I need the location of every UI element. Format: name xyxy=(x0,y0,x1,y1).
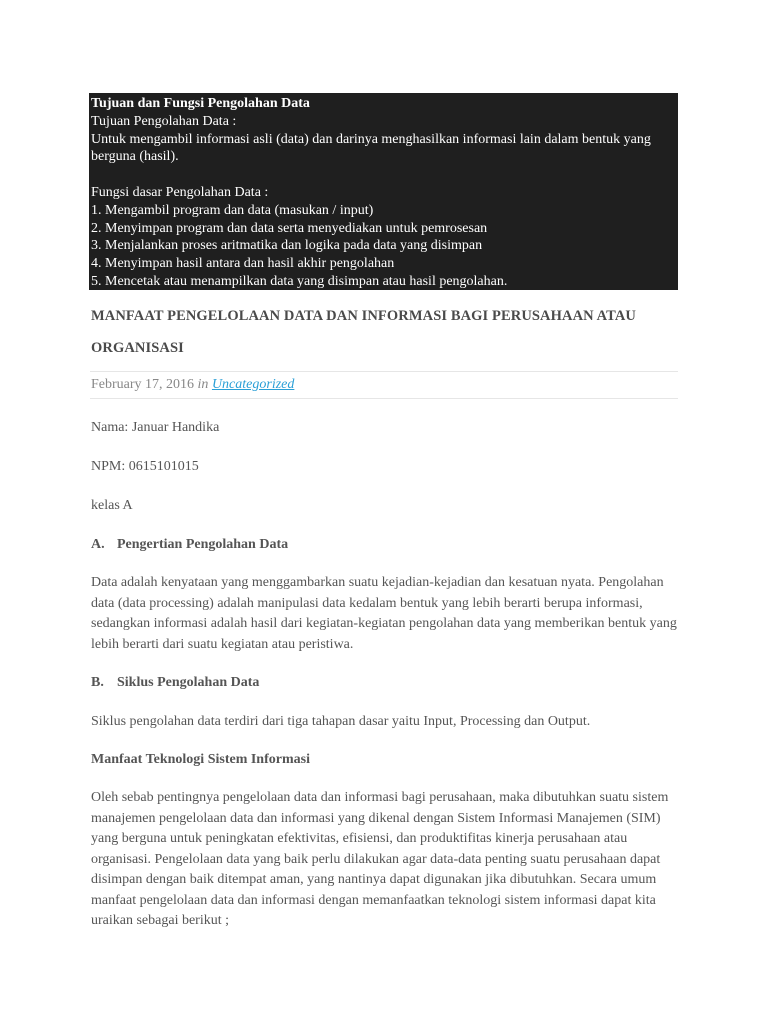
section-c-text: Oleh sebab pentingnya pengelolaan data dan informasi bagi perusahaan, maka dibutuhkan suatu sistem manajemen pengelolaan data dan informasi yang dikenal dengan Sistem Informasi Manajemen (SIM) yang berguna untuk peningkatan efektivitas, efisiensi, dan produktifitas kinerja perusahaan atau organisasi. Pengelolaan data yang baik perlu dilakukan agar data-data penting suatu perusahaan dapat disimpan dengan baik ditempat aman, yang nantinya dapat digunakan jika dibutuhkan. Secara umum manfaat pengelolaan data dan informasi dengan memanfaatkan teknologi sistem informasi dapat kita uraikan sebagai berikut ; xyxy=(91,790,669,928)
author-class: kelas A xyxy=(91,498,133,513)
section-a-heading xyxy=(91,535,681,555)
summary-line: Tujuan Pengolahan Data : xyxy=(91,113,237,129)
post-meta xyxy=(91,376,294,394)
summary-box xyxy=(89,93,678,290)
section-a-text: Data adalah kenyataan yang menggambarkan suatu kejadian-kejadian dan kesatuan nyata. Pengolahan data (data processing) adalah manipulasi data kedalam bentuk yang lebih berarti berupa informasi, sedangkan informasi adalah hasil dari kegiatan-kegiatan pengolahan data yang memberikan bentuk yang lebih berarti dari suatu kegiatan atau peristiwa. xyxy=(91,575,677,652)
section-b-number: B. xyxy=(91,675,104,690)
summary-title: Tujuan dan Fungsi Pengolahan Data xyxy=(91,96,310,111)
section-a-number: A. xyxy=(91,537,105,552)
summary-spacer xyxy=(91,166,676,184)
section-b-title: Siklus Pengolahan Data xyxy=(117,675,260,690)
article-title: MANFAAT PENGELOLAAN DATA DAN INFORMASI BAGI PERUSAHAAN ATAU ORGANISASI xyxy=(91,308,636,356)
section-c-heading: Manfaat Teknologi Sistem Informasi xyxy=(91,752,310,767)
summary-line: 3. Menjalankan proses aritmatika dan logika pada data yang disimpan xyxy=(91,238,483,254)
summary-line: Untuk mengambil informasi asli (data) dan darinya menghasilkan informasi lain dalam bentuk yang berguna (hasil). xyxy=(91,131,651,165)
summary-line: 2. Menyimpan program dan data serta menyediakan untuk pemrosesan xyxy=(91,220,488,236)
section-b-heading xyxy=(91,673,681,693)
post-date: February 17, 2016 xyxy=(91,377,195,392)
author-name: Nama: Januar Handika xyxy=(91,420,220,435)
summary-line: 4. Menyimpan hasil antara dan hasil akhir pengolahan xyxy=(91,256,395,272)
author-npm: NPM: 0615101015 xyxy=(91,459,199,474)
summary-line: 5. Mencetak atau menampilkan data yang disimpan atau hasil pengolahan. xyxy=(91,273,508,289)
summary-line: Fungsi dasar Pengolahan Data : xyxy=(91,184,269,200)
meta-divider-bottom xyxy=(90,398,678,399)
section-b-text: Siklus pengolahan data terdiri dari tiga tahapan dasar yaitu Input, Processing dan Output. xyxy=(91,714,591,729)
category-link[interactable]: Uncategorized xyxy=(211,377,295,392)
post-meta-in: in xyxy=(197,377,209,392)
section-a-title: Pengertian Pengolahan Data xyxy=(117,537,289,552)
summary-line: 1. Mengambil program dan data (masukan / input) xyxy=(91,202,374,218)
meta-divider-top xyxy=(90,371,678,372)
